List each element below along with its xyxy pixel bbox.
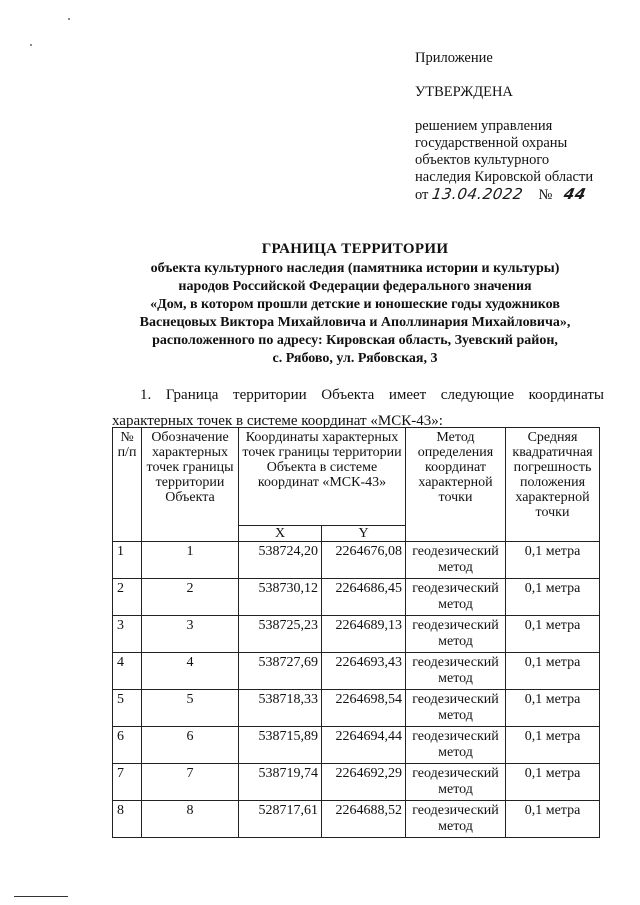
approval-stamp-block — [415, 50, 630, 204]
cell-method: геодезический метод — [406, 727, 506, 764]
decision-line: наследия Кировской области — [415, 169, 594, 185]
header-accuracy: Средняя квадратичная погрешность положения характерной точки — [506, 428, 600, 542]
cell-num: 1 — [113, 542, 142, 579]
cell-method: геодезический метод — [406, 801, 506, 838]
decision-line: решением управления — [415, 118, 553, 134]
cell-y: 2264689,13 — [322, 616, 406, 653]
table-row — [113, 764, 600, 801]
cell-accuracy: 0,1 метра — [506, 542, 600, 579]
title-line: с. Рябово, ул. Рябовская, 3 — [272, 351, 438, 366]
cell-accuracy: 0,1 метра — [506, 690, 600, 727]
cell-y: 2264688,52 — [322, 801, 406, 838]
cell-x: 538715,89 — [239, 727, 322, 764]
title-line: «Дом, в котором прошли детские и юношеские годы художников — [150, 297, 560, 312]
handwritten-number: 44 — [562, 185, 588, 203]
cell-point: 6 — [142, 727, 239, 764]
scan-speck — [30, 44, 32, 46]
table-row — [113, 690, 600, 727]
cell-y: 2264692,29 — [322, 764, 406, 801]
decision-date-number — [415, 186, 630, 204]
cell-num: 8 — [113, 801, 142, 838]
footnote-divider — [14, 896, 68, 897]
cell-point: 3 — [142, 616, 239, 653]
title-line: объекта культурного наследия (памятника истории и культуры) — [150, 261, 560, 276]
table-row — [113, 801, 600, 838]
cell-y: 2264686,45 — [322, 579, 406, 616]
coordinates-table — [112, 427, 600, 838]
cell-y: 2264693,43 — [322, 653, 406, 690]
cell-method: геодезический метод — [406, 542, 506, 579]
cell-y: 2264694,44 — [322, 727, 406, 764]
cell-point: 4 — [142, 653, 239, 690]
table-row — [113, 542, 600, 579]
table-row — [113, 579, 600, 616]
header-point: Обозначение характерных точек границы территории Объекта — [142, 428, 239, 542]
title-main: ГРАНИЦА ТЕРРИТОРИИ — [261, 241, 449, 257]
appendix-label: Приложение — [415, 50, 493, 66]
cell-y: 2264698,54 — [322, 690, 406, 727]
cell-num: 4 — [113, 653, 142, 690]
cell-x: 538730,12 — [239, 579, 322, 616]
cell-method: геодезический метод — [406, 764, 506, 801]
cell-x: 538719,74 — [239, 764, 322, 801]
header-y: Y — [322, 526, 406, 542]
cell-x: 538724,20 — [239, 542, 322, 579]
header-coords: Координаты характерных точек границы территории Объекта в системе координат «МСК-43» — [239, 428, 406, 526]
cell-method: геодезический метод — [406, 690, 506, 727]
number-sign: № — [538, 187, 553, 203]
cell-point: 8 — [142, 801, 239, 838]
date-prefix: от — [415, 187, 429, 203]
cell-point: 7 — [142, 764, 239, 801]
cell-method: геодезический метод — [406, 653, 506, 690]
cell-num: 6 — [113, 727, 142, 764]
scan-speck — [68, 18, 70, 20]
cell-num: 3 — [113, 616, 142, 653]
cell-accuracy: 0,1 метра — [506, 727, 600, 764]
paragraph-text: 1. Граница территории Объекта имеет следующие координаты характерных точек в системе координат «МСК-43»: — [112, 387, 604, 429]
cell-method: геодезический метод — [406, 616, 506, 653]
cell-point: 5 — [142, 690, 239, 727]
cell-point: 1 — [142, 542, 239, 579]
table-row — [113, 653, 600, 690]
handwritten-date: 13.04.2022 — [430, 185, 525, 203]
title-line: Васнецовых Виктора Михайловича и Аполлинария Михайловича», — [139, 315, 571, 330]
header-num: № п/п — [113, 428, 142, 542]
header-method: Метод определения координат характерной точки — [406, 428, 506, 542]
cell-accuracy: 0,1 метра — [506, 616, 600, 653]
cell-num: 7 — [113, 764, 142, 801]
cell-x: 538718,33 — [239, 690, 322, 727]
cell-method: геодезический метод — [406, 579, 506, 616]
approved-label: УТВЕРЖДЕНА — [415, 84, 513, 100]
cell-accuracy: 0,1 метра — [506, 764, 600, 801]
decision-line: государственной охраны — [415, 135, 568, 151]
header-x: X — [239, 526, 322, 542]
cell-x: 538725,23 — [239, 616, 322, 653]
decision-line: объектов культурного — [415, 152, 550, 168]
title-line: народов Российской Федерации федерального значения — [178, 279, 532, 294]
cell-accuracy: 0,1 метра — [506, 579, 600, 616]
cell-accuracy: 0,1 метра — [506, 801, 600, 838]
document-title — [95, 240, 615, 368]
cell-x: 528717,61 — [239, 801, 322, 838]
cell-num: 2 — [113, 579, 142, 616]
cell-point: 2 — [142, 579, 239, 616]
cell-x: 538727,69 — [239, 653, 322, 690]
cell-accuracy: 0,1 метра — [506, 653, 600, 690]
cell-y: 2264676,08 — [322, 542, 406, 579]
title-line: расположенного по адресу: Кировская область, Зуевский район, — [152, 333, 558, 348]
table-row — [113, 616, 600, 653]
table-row — [113, 727, 600, 764]
cell-num: 5 — [113, 690, 142, 727]
